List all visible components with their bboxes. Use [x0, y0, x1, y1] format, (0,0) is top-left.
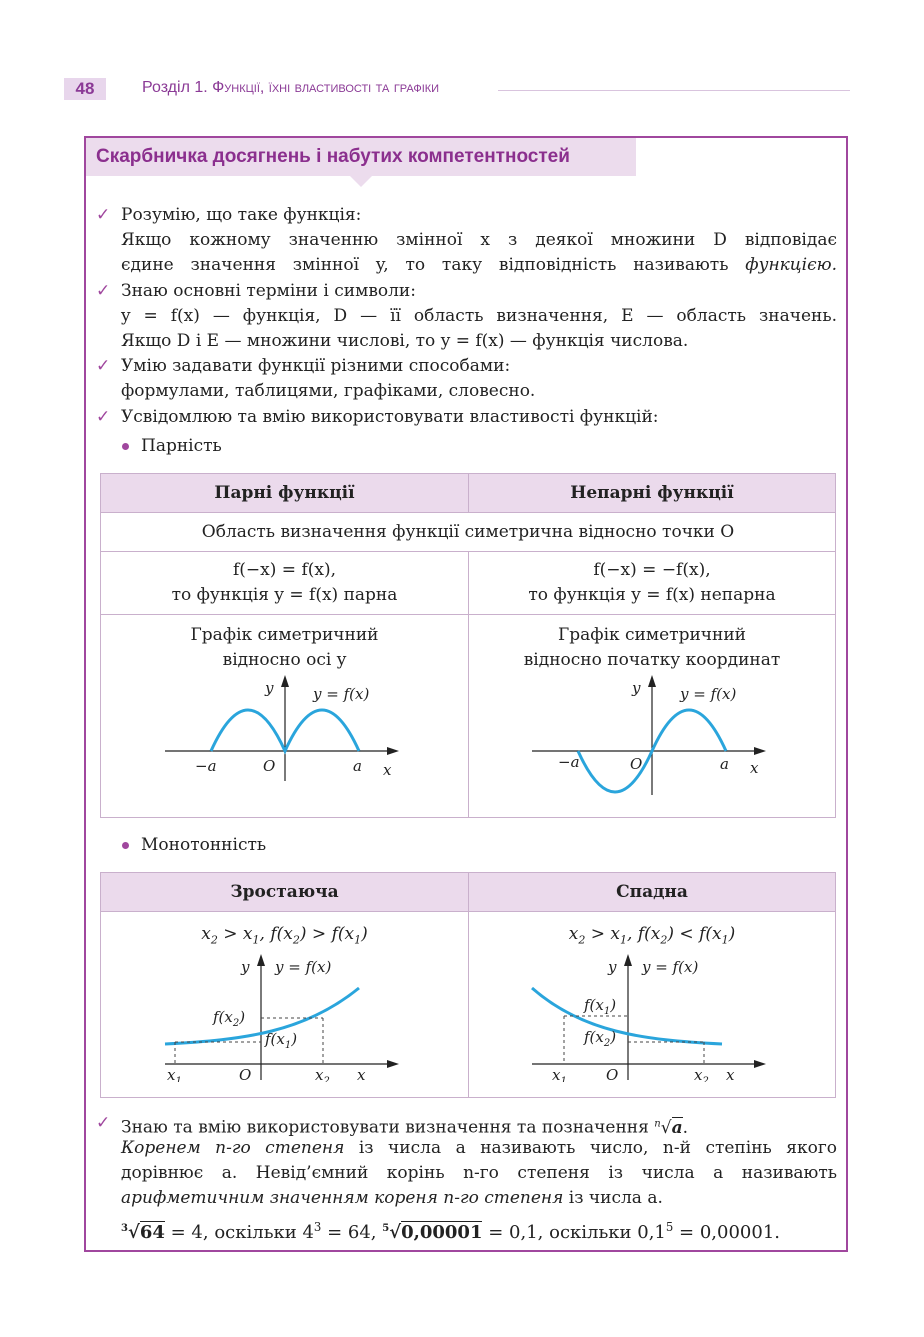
check-icon: ✓ [96, 281, 111, 301]
even-function-graph [155, 673, 415, 783]
root-line2: дорівнює a. Невід’ємний корінь n-го степеня із числа a називають [121, 1163, 837, 1183]
title-tab [350, 176, 372, 187]
even-condition [101, 552, 469, 615]
y-axis-label: y [264, 679, 273, 697]
y-axis-label: y [240, 958, 249, 977]
check-icon: ✓ [96, 1113, 111, 1133]
item2-heading: Знаю основні терміни і символи: [121, 281, 416, 301]
root-term2: арифметичним значенням кореня n-го степеня [121, 1188, 564, 1208]
col-odd: Непарні функції [469, 474, 836, 513]
example1-power: $4^3 = 64$, [302, 1220, 377, 1243]
bullet-icon [122, 443, 129, 450]
root-examples [121, 1215, 837, 1245]
monotonic-table [100, 872, 836, 1098]
decreasing-condition: $x_2 > x_1$, $f(x_2) < f(x_1)$ [568, 924, 736, 947]
chapter-label: Розділ 1. [142, 79, 208, 96]
y-axis-label: y [632, 679, 641, 697]
fx1-label: $f(x_1)$ [264, 1030, 297, 1052]
x-axis-label: x [382, 761, 391, 779]
origin-label: O [238, 1066, 251, 1083]
even-graph-caption1: Графік симетричний [190, 625, 379, 645]
root-line1 [121, 1136, 837, 1161]
odd-function-graph [522, 673, 782, 803]
example2-power: $0,1^5 = 0,00001$. [637, 1220, 781, 1243]
item1-line2 [121, 253, 837, 278]
curve-label: y = f(x) [642, 958, 699, 977]
increasing-graph [155, 952, 415, 1082]
example2-value: = 0,1, [488, 1222, 544, 1243]
item1-term: функцією. [745, 255, 837, 275]
header-rule [498, 90, 850, 91]
even-graph-cell [101, 615, 469, 818]
odd-cond-formula: f(−x) = −f(x), [593, 560, 711, 580]
running-head [142, 79, 439, 97]
origin-label: O [606, 1066, 619, 1083]
increasing-condition: $x_2 > x_1$, $f(x_2) > f(x_1)$ [201, 924, 368, 947]
y-axis-label: y [608, 958, 617, 977]
box-title: Скарбничка досягнень і набутих компетентностей [86, 138, 636, 176]
root-line3 [121, 1186, 837, 1211]
root-heading-text: Знаю та вмію використовувати визначення та позначення [121, 1117, 649, 1138]
odd-condition [469, 552, 836, 615]
increasing-cell [101, 912, 469, 1098]
root-line1-text: із числа a називають число, n-й степінь якого [358, 1138, 837, 1158]
fifth-root-expr: $^5$√0,00001 [382, 1222, 483, 1243]
x1-label: $x_1$ [552, 1066, 567, 1083]
curve-label: y = f(x) [274, 958, 331, 977]
origin-label: O [630, 755, 643, 773]
chapter-title: Функції, їхні властивості та графіки [212, 79, 440, 96]
odd-graph-caption2: відносно початку координат [523, 650, 781, 670]
page-number: 48 [64, 78, 106, 100]
origin-label: O [262, 757, 275, 775]
neg-a-label: −a [558, 753, 580, 771]
root-line3-text: із числа a. [568, 1188, 663, 1208]
check-icon: ✓ [96, 407, 111, 427]
fx2-label: $f(x_2)$ [584, 1028, 617, 1050]
a-label: a [352, 757, 362, 775]
decreasing-cell [469, 912, 836, 1098]
item2-line2: Якщо D і E — множини числові, то y = f(x) — функція числова. [121, 331, 689, 351]
item1-line2-text: єдине значення змінної y, то таку відповідність називають [121, 255, 729, 275]
root-term1: Коренем n-го степеня [121, 1138, 345, 1158]
bullet-parity: Парність [141, 436, 222, 456]
bullet-monotonic: Монотонність [141, 835, 267, 855]
x2-label: $x_2$ [694, 1066, 709, 1083]
bullet-icon [122, 842, 129, 849]
fx2-label: $f(x_2)$ [212, 1008, 245, 1030]
item2-line1: y = f(x) — функція, D — її область визначення, E — область значень. [121, 306, 837, 326]
item1-line1: Якщо кожному значенню змінної x з деякої множини D відповідає [121, 230, 837, 250]
col-even: Парні функції [101, 474, 469, 513]
neg-a-label: −a [194, 757, 217, 775]
nth-root-symbol: $^n$√a. [654, 1117, 688, 1138]
item1-heading: Розумію, що таке функція: [121, 205, 362, 225]
example1-note: оскільки [214, 1222, 297, 1243]
x-axis-label: x [750, 759, 759, 777]
example1-value: = 4, [170, 1222, 209, 1243]
odd-graph-cell [469, 615, 836, 818]
example2-note: оскільки [549, 1222, 632, 1243]
curve-label: y = f(x) [680, 685, 737, 703]
col-increasing: Зростаюча [101, 873, 469, 912]
a-label: a [720, 755, 729, 773]
check-icon: ✓ [96, 205, 111, 225]
item4-heading: Усвідомлюю та вмію використовувати властивості функцій: [121, 407, 659, 427]
cube-root-expr: $^3$√64 [121, 1222, 165, 1243]
odd-graph-caption1: Графік симетричний [557, 625, 747, 645]
x2-label: $x_2$ [314, 1066, 330, 1083]
curve-label: y = f(x) [312, 685, 369, 703]
even-cond-formula: f(−x) = f(x), [233, 560, 336, 580]
item3-heading: Умію задавати функції різними способами: [121, 356, 511, 376]
col-decreasing: Спадна [469, 873, 836, 912]
even-graph-caption2: відносно осі y [222, 650, 347, 670]
domain-row: Область визначення функції симетрична відносно точки O [101, 513, 836, 552]
odd-cond-text: то функція y = f(x) непарна [528, 585, 776, 605]
x-axis-label: x [356, 1066, 365, 1083]
decreasing-graph [522, 952, 782, 1082]
item3-line1: формулами, таблицями, графіками, словесно. [121, 381, 536, 401]
x1-label: $x_1$ [166, 1066, 182, 1083]
parity-table [100, 473, 836, 818]
fx1-label: $f(x_1)$ [584, 996, 617, 1018]
even-cond-text: то функція y = f(x) парна [171, 585, 398, 605]
check-icon: ✓ [96, 356, 111, 376]
x-axis-label: x [726, 1066, 735, 1083]
